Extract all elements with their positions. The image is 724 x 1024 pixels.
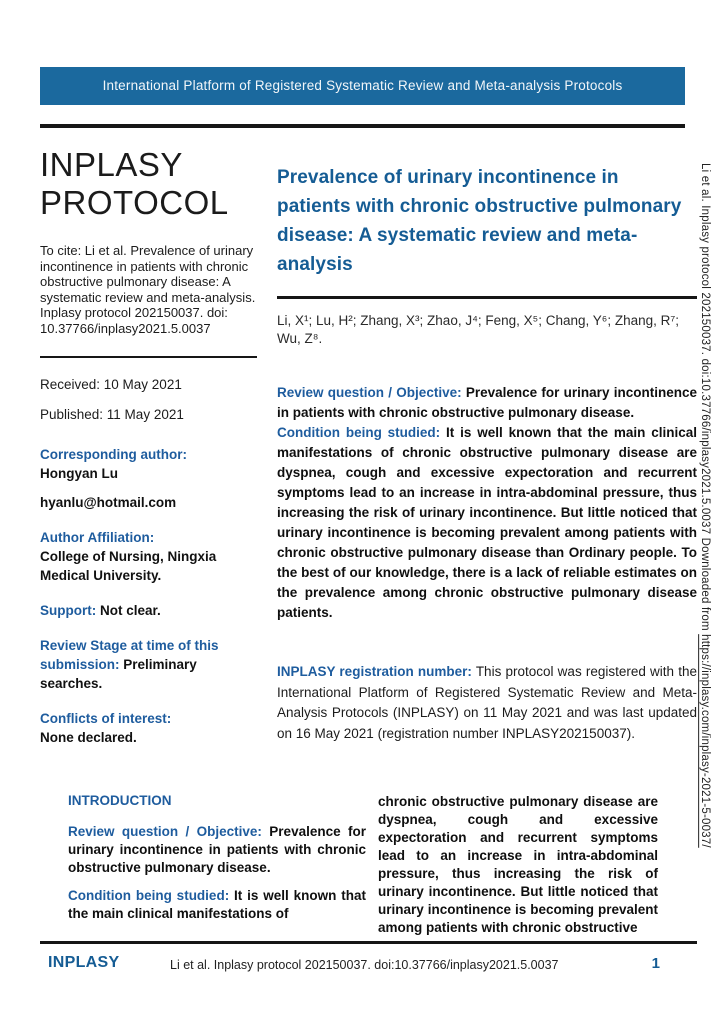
corresponding-author-name: Hongyan Lu (40, 466, 118, 481)
main-column (277, 163, 697, 744)
review-stage-value: Preliminary searches. (40, 657, 197, 691)
introduction-right-column (378, 793, 658, 937)
registration-label: INPLASY registration number: (277, 664, 472, 679)
masthead-line2: PROTOCOL (40, 184, 229, 221)
corresponding-email: hyanlu@hotmail.com (40, 495, 177, 510)
published-date: Published: 11 May 2021 (40, 407, 184, 422)
affiliation-label: Author Affiliation: (40, 530, 155, 545)
masthead (40, 146, 257, 222)
review-stage-block (40, 636, 257, 693)
support-label: Support: (40, 603, 97, 618)
intro-condition-label: Condition being studied: (68, 888, 230, 903)
conflicts-value: None declared. (40, 730, 137, 745)
sidebar-citation-text: Li et al. Inplasy protocol 202150037. doi:10.37766/inplasy2021.5.0037 Downloaded from (699, 163, 711, 635)
intro-review-question (68, 823, 366, 877)
left-divider (40, 356, 257, 358)
top-divider (40, 124, 685, 128)
intro-review-question-text: Prevalence for urinary incontinence in patients with chronic obstructive pulmonary disease. (68, 824, 366, 875)
introduction-left-column (68, 793, 366, 923)
footer-brand: INPLASY (48, 954, 120, 971)
author-list: Li, X¹; Lu, H²; Zhang, X³; Zhao, J⁴; Feng, X⁵; Chang, Y⁶; Zhang, R⁷; Wu, Z⁸. (277, 313, 680, 346)
received-date: Received: 10 May 2021 (40, 377, 182, 392)
review-question-text: Prevalence for urinary incontinence in patients with chronic obstructive pulmonary disease. (277, 385, 697, 420)
condition-label: Condition being studied: (277, 425, 441, 440)
footer-citation: Li et al. Inplasy protocol 202150037. doi:10.37766/inplasy2021.5.0037 (170, 958, 559, 972)
condition-text: It is well known that the main clinical manifestations of chronic obstructive pulmonary disease are dyspnea, cough and excessive expectoration and recurrent symptoms lead to an increase in intra-abdominal pressure, thus increasing the risk of urinary incontinence. But little noticed that urinary incontinence is becoming prevalent among patients with chronic obstructive pulmonary disease than Ordinary people. To the best of our knowledge, there is a lack of reliable estimates on the prevalence among chronic obstructive pulmonary disease patients. (277, 425, 697, 620)
registration-paragraph (277, 662, 697, 744)
intro-review-question-label: Review question / Objective: (68, 824, 262, 839)
page-number: 1 (651, 955, 660, 972)
corresponding-author-block (40, 445, 257, 483)
article-title: Prevalence of urinary incontinence in patients with chronic obstructive pulmonary disease: A systematic review and meta-analysis (277, 167, 682, 275)
registration-text: This protocol was registered with the International Platform of Registered Systematic Review and Meta-Analysis Protocols (INPLASY) on 11 May 2021 and was last updated on 16 May 2021 (registration number INPLASY202150037). (277, 664, 698, 741)
intro-condition-text-left: It is well known that the main clinical manifestations of (68, 888, 366, 921)
review-stage-label: Review Stage at time of this submission: (40, 638, 219, 672)
masthead-line1: INPLASY (40, 146, 183, 183)
footer-divider (40, 941, 697, 944)
intro-condition-right: chronic obstructive pulmonary disease are dyspnea, cough and excessive expectoration and recurrent symptoms lead to an increase in intra-abdominal pressure, thus increasing the risk of urinary incontinence. But little noticed that urinary incontinence is becoming prevalent among patients with chronic obstructive (378, 794, 658, 935)
title-divider (277, 296, 697, 299)
support-value: Not clear. (100, 603, 161, 618)
conflicts-block (40, 709, 257, 747)
affiliation-block (40, 528, 257, 585)
support-block (40, 601, 257, 620)
citation-note: To cite: Li et al. Prevalence of urinary incontinence in patients with chronic obstructive pulmonary disease: A systematic review and meta-analysis. Inplasy protocol 202150037. doi: 10.37766/inplasy2021.5.0037 (40, 243, 256, 336)
affiliation-value: College of Nursing, Ningxia Medical University. (40, 549, 217, 583)
review-question-label: Review question / Objective: (277, 385, 462, 400)
introduction-heading: INTRODUCTION (68, 793, 172, 808)
conflicts-label: Conflicts of interest: (40, 711, 172, 726)
intro-condition-left (68, 887, 366, 923)
vertical-sidebar-citation (699, 163, 711, 963)
platform-banner: International Platform of Registered Systematic Review and Meta-analysis Protocols (40, 67, 685, 105)
sidebar-download-link[interactable]: https://inplasy.com/inplasy-2021-5-0037/ (699, 634, 711, 848)
review-question-paragraph (277, 383, 697, 423)
corresponding-author-label: Corresponding author: (40, 447, 187, 462)
left-column (40, 146, 257, 747)
condition-paragraph (277, 423, 697, 623)
